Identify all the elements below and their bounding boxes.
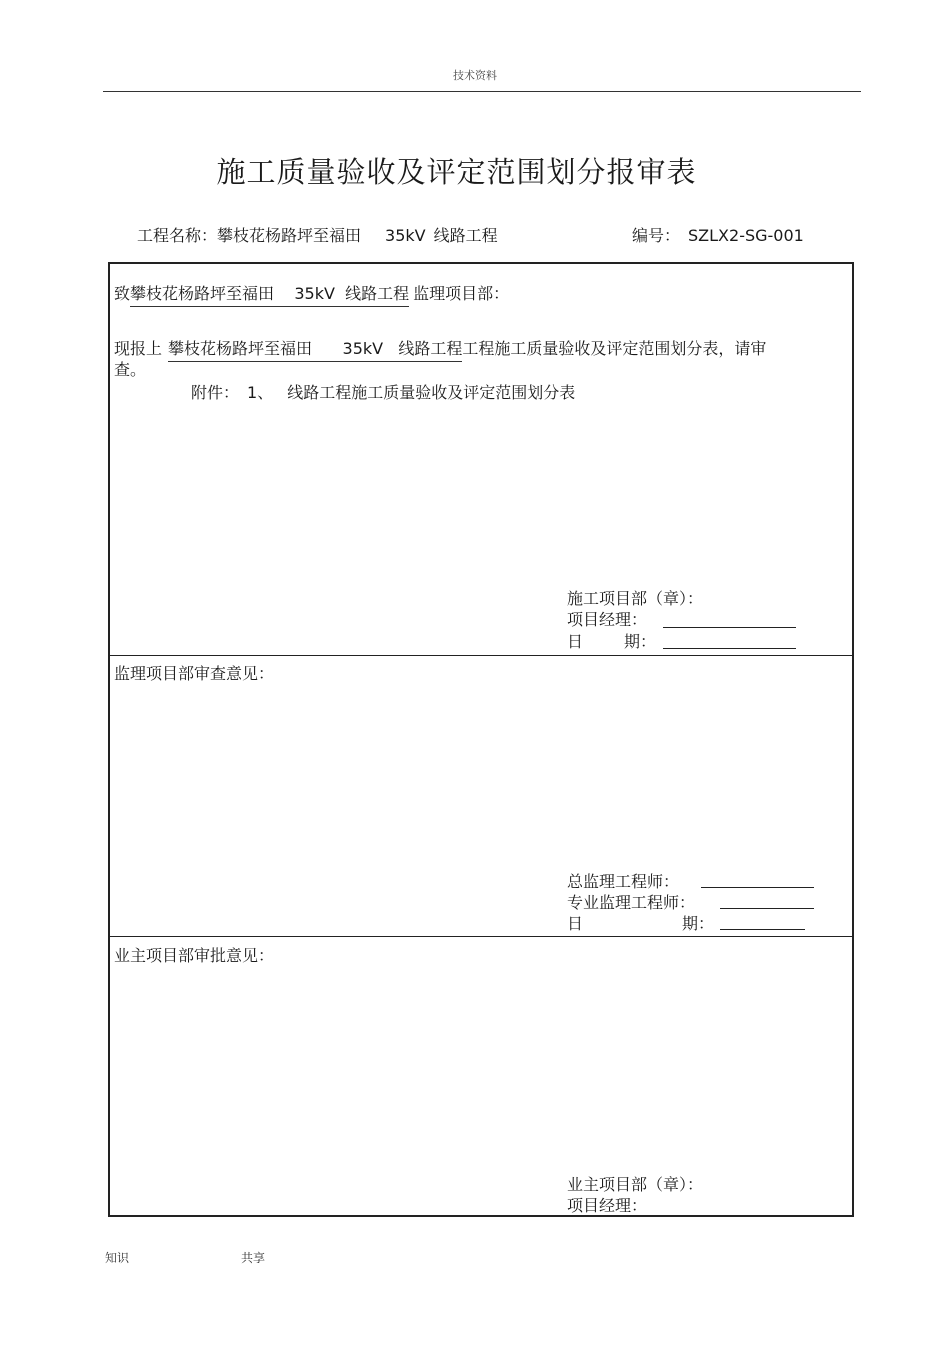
footer-right-text: 共享: [241, 1251, 266, 1265]
attachment-label: 附件：: [191, 383, 240, 402]
addressee-prefix: 致: [114, 284, 131, 303]
project-name-line: [137, 223, 498, 246]
document-code-line: [632, 223, 804, 246]
owner-manager-label: 项目经理：: [567, 1196, 648, 1215]
supervisor-date-label-a: 日: [567, 914, 584, 933]
report-continuation: 查。: [114, 360, 147, 379]
form-table: [108, 262, 854, 1217]
chief-supervisor-blank[interactable]: [701, 887, 814, 888]
header-rule: [103, 91, 861, 92]
document-title: 施工质量验收及评定范围划分报审表: [216, 155, 697, 189]
supervisor-date-label-b: 期：: [682, 914, 715, 933]
footer-left-text: 知识: [105, 1251, 130, 1265]
contractor-date-label-b: 期：: [624, 632, 657, 651]
document-code: SZLX2-SG-001: [688, 226, 804, 245]
contractor-date-label-a: 日: [567, 632, 584, 651]
attachment-line: [191, 380, 575, 403]
report-prefix: 现报上: [114, 339, 163, 358]
page-header-text: 技术资料: [453, 69, 497, 82]
row-divider-2: [108, 936, 854, 937]
specialist-supervisor-blank[interactable]: [720, 908, 814, 909]
project-name-part-b: 35kV: [385, 226, 426, 245]
project-name-part-a: 攀枝花杨路坪至福田: [217, 226, 362, 245]
attachment-item: 线路工程施工质量验收及评定范围划分表: [287, 383, 576, 402]
report-suffix: 工程施工质量验收及评定范围划分表，请审: [462, 339, 767, 358]
owner-approval-heading: 业主项目部审批意见：: [114, 946, 275, 965]
chief-supervisor-label: 总监理工程师：: [567, 872, 680, 891]
report-project: 攀枝花杨路坪至福田 35kV 线路工程: [168, 336, 462, 362]
supervisor-date-blank[interactable]: [720, 929, 805, 930]
attachment-number: 1、: [247, 383, 274, 402]
project-label: 工程名称：: [137, 226, 218, 245]
addressee-suffix: 监理项目部：: [413, 284, 510, 303]
owner-seal-label: 业主项目部（章）：: [567, 1175, 704, 1194]
contractor-date-blank[interactable]: [663, 648, 796, 649]
supervisor-review-heading: 监理项目部审查意见：: [114, 664, 275, 683]
contractor-manager-label: 项目经理：: [567, 610, 648, 629]
contractor-manager-blank[interactable]: [663, 627, 796, 628]
contractor-seal-label: 施工项目部（章）：: [567, 589, 704, 608]
project-name-part-c: 线路工程: [433, 226, 498, 245]
addressee-line: [114, 281, 509, 307]
code-label: 编号：: [632, 226, 681, 245]
report-line: [114, 336, 766, 362]
row-divider-1: [108, 655, 854, 656]
addressee-project: 攀枝花杨路坪至福田 35kV 线路工程: [130, 281, 409, 307]
specialist-supervisor-label: 专业监理工程师：: [567, 893, 696, 912]
